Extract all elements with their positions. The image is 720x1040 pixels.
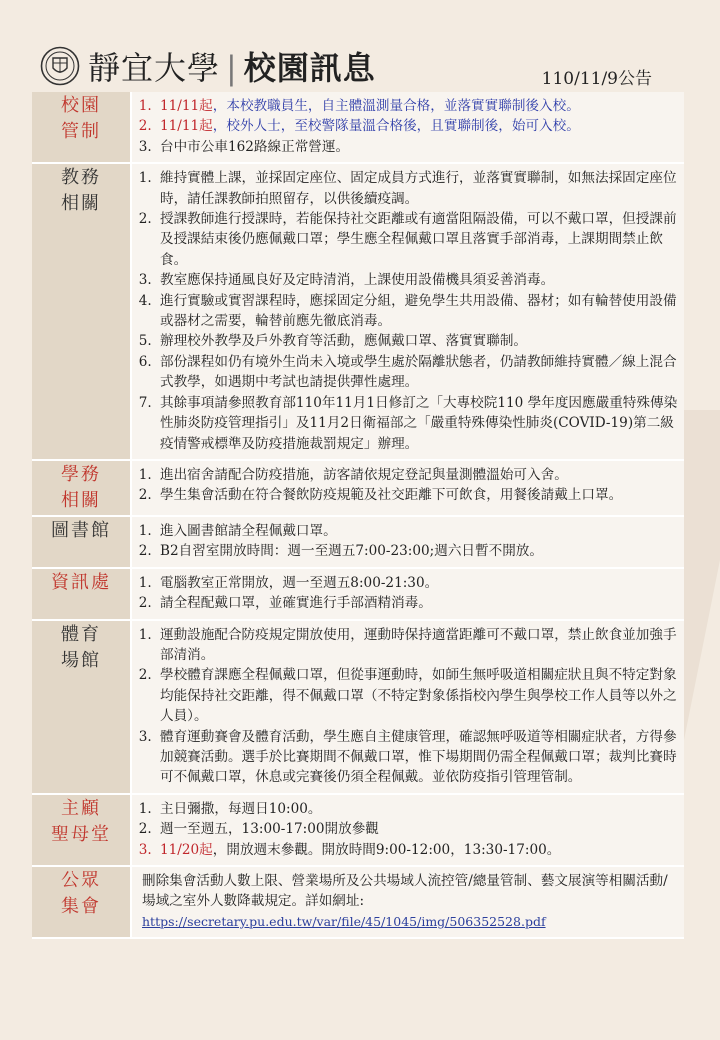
item-text: 教室應保持通風良好及定時清消，上課使用設備機具須妥善消毒。 (160, 272, 555, 289)
list-item (156, 727, 678, 788)
section-label-line: 相關 (61, 489, 101, 511)
item-text: 部份課程如仍有境外生尚未入境或學生處於隔離狀態者，仍請教師維持實體／線上混合式教學，如遇期中考試也請提供彈性處理。 (160, 353, 677, 391)
item-text: 進行實驗或實習課程時，應採固定分組，避免學生共用設備、器材；如有輪替使用設備或器材之需要，輪替前應先徹底消毒。 (160, 292, 677, 330)
section-label (32, 460, 131, 516)
list-item (156, 573, 678, 593)
list-item (156, 593, 678, 613)
list-item (156, 270, 678, 290)
announcement-table (32, 92, 684, 939)
list-item (156, 665, 678, 726)
list-item (156, 116, 678, 136)
item-date: 11/11起 (160, 98, 213, 114)
item-text: 運動設施配合防疫規定開放使用，運動時保持適當距離可不戴口罩，禁止飲食並加強手部清消。 (160, 626, 677, 663)
list-item (156, 393, 678, 454)
item-text: 進入圖書館請全程佩戴口罩。 (160, 522, 337, 539)
section-row (32, 460, 684, 516)
item-list (142, 799, 678, 860)
section-label (32, 866, 131, 938)
section-title: 校園訊息 (243, 49, 376, 87)
section-label-line: 聖母堂 (51, 823, 111, 845)
list-item (156, 331, 678, 351)
section-label-line: 管制 (61, 121, 101, 142)
item-text: B2自習室開放時間：週一至週五7:00-23:00;週六日暫不開放。 (160, 543, 543, 560)
list-item (156, 819, 678, 839)
item-date: 11/11起 (160, 118, 213, 135)
title-separator: | (226, 49, 238, 87)
reference-link[interactable]: https://secretary.pu.edu.tw/var/file/45/1045/img/506352528.pdf (142, 913, 546, 929)
item-text: 主日彌撒，每週日10:00。 (160, 800, 322, 817)
item-text: ，本校教職員生，自主體溫測量合格，並落實實聯制後入校。 (212, 98, 580, 114)
section-paragraph: 刪除集會活動人數上限、營業場所及公共場域人流控管/總量管制、藝文展演等相關活動/場域之室外人數降載規定。詳如網址: (142, 873, 668, 910)
item-list (142, 168, 678, 454)
announcement-date: 110/11/9公告 (541, 69, 652, 89)
section-label-line: 主顧 (61, 797, 101, 819)
section-label-line: 教務 (61, 167, 101, 189)
section-label-line: 集會 (61, 896, 101, 917)
section-row (32, 92, 684, 163)
section-label-line: 公眾 (61, 870, 101, 891)
section-content (131, 866, 684, 938)
section-row (32, 620, 684, 794)
list-item (156, 541, 678, 561)
list-item (156, 168, 678, 209)
item-text: 授課教師進行授課時，若能保持社交距離或有適當阻隔設備，可以不戴口罩，但授課前及授課結束後仍應佩戴口罩；學生應全程佩戴口罩且落實手部消毒，上課期間禁止飲食。 (160, 211, 677, 268)
section-label (32, 794, 131, 866)
list-item (156, 137, 678, 157)
item-list (142, 625, 678, 788)
section-label (32, 620, 131, 794)
section-content (131, 460, 684, 516)
item-text: 請全程配戴口罩，並確實進行手部酒精消毒。 (160, 595, 432, 612)
section-label-line: 學務 (61, 463, 101, 485)
university-seal-icon (40, 46, 80, 86)
university-name: 靜宜大學 (88, 49, 221, 87)
item-text: 台中市公車162路線正常營運。 (160, 138, 350, 155)
section-label-line: 資訊處 (51, 571, 111, 593)
section-label (32, 163, 131, 460)
section-content (131, 620, 684, 794)
section-row (32, 516, 684, 568)
section-row (32, 866, 684, 938)
item-text: 週一至週五，13:00-17:00開放參觀 (160, 821, 379, 838)
item-text: 維持實體上課，並採固定座位、固定成員方式進行，並落實實聯制，如無法採固定座位時，請任課教師拍照留存，以供後續疫調。 (160, 170, 677, 207)
list-item (156, 799, 678, 819)
section-label-line: 圖書館 (51, 519, 111, 541)
item-text: 其餘事項請參照教育部110年11月1日修訂之「大專校院110 學年度因應嚴重特殊傳染性肺炎防疫管理指引」及11月2日衛福部之「嚴重特殊傳染性肺炎(COVID-19)第二級疫情警戒標準及防疫措施裁罰規定」辦理。 (160, 394, 678, 452)
item-text: ，開放週末參觀。開放時間9:00-12:00，13:30-17:00。 (212, 841, 561, 858)
section-label-line: 體育 (61, 623, 101, 645)
section-content (131, 92, 684, 163)
item-text: 學生集會活動在符合餐飲防疫規範及社交距離下可飲食，用餐後請戴上口罩。 (160, 487, 623, 504)
item-list (142, 465, 678, 506)
list-item (156, 209, 678, 270)
section-label-line: 相關 (61, 193, 101, 215)
section-label (32, 568, 131, 620)
item-text: 學校體育課應全程佩戴口罩，但從事運動時，如師生無呼吸道相關症狀且與不特定對象均能保持社交距離，得不佩戴口罩（不特定對象係指校內學生與學校工作人員等以外之人員）。 (160, 667, 677, 725)
section-content (131, 516, 684, 568)
item-list (142, 573, 678, 614)
item-text: 辦理校外教學及戶外教育等活動，應佩戴口罩、落實實聯制。 (160, 333, 528, 350)
list-item (156, 465, 678, 485)
section-row (32, 163, 684, 460)
item-text: 進出宿舍請配合防疫措施，訪客請依規定登記與量測體溫始可入舍。 (160, 466, 568, 483)
item-text: 體育運動賽會及體育活動，學生應自主健康管理，確認無呼吸道等相關症狀者，方得參加競賽活動。選手於比賽期間不佩戴口罩，惟下場期間仍需全程佩戴口罩；裁判比賽時可不佩戴口罩，休息或完賽後仍須全程佩戴。並依防疫指引管理管制。 (160, 728, 677, 786)
section-content (131, 163, 684, 460)
list-item (156, 840, 678, 860)
list-item (156, 485, 678, 505)
section-content (131, 794, 684, 866)
list-item (156, 625, 678, 666)
section-label-line: 校園 (61, 95, 101, 116)
section-label-line: 場館 (61, 649, 101, 671)
item-text: 電腦教室正常開放，週一至週五8:00-21:30。 (160, 574, 439, 591)
list-item (156, 291, 678, 332)
item-text: ，校外人士，至校警隊量溫合格後，且實聯制後，始可入校。 (212, 118, 580, 135)
header (38, 42, 688, 92)
section-label (32, 92, 131, 163)
item-list (142, 96, 678, 157)
item-date: 11/20起 (160, 841, 213, 858)
page-title (88, 43, 376, 89)
item-list (142, 521, 678, 562)
list-item (156, 96, 678, 116)
section-row (32, 568, 684, 620)
section-label (32, 516, 131, 568)
list-item (156, 521, 678, 541)
section-content (131, 568, 684, 620)
list-item (156, 352, 678, 393)
section-row (32, 794, 684, 866)
